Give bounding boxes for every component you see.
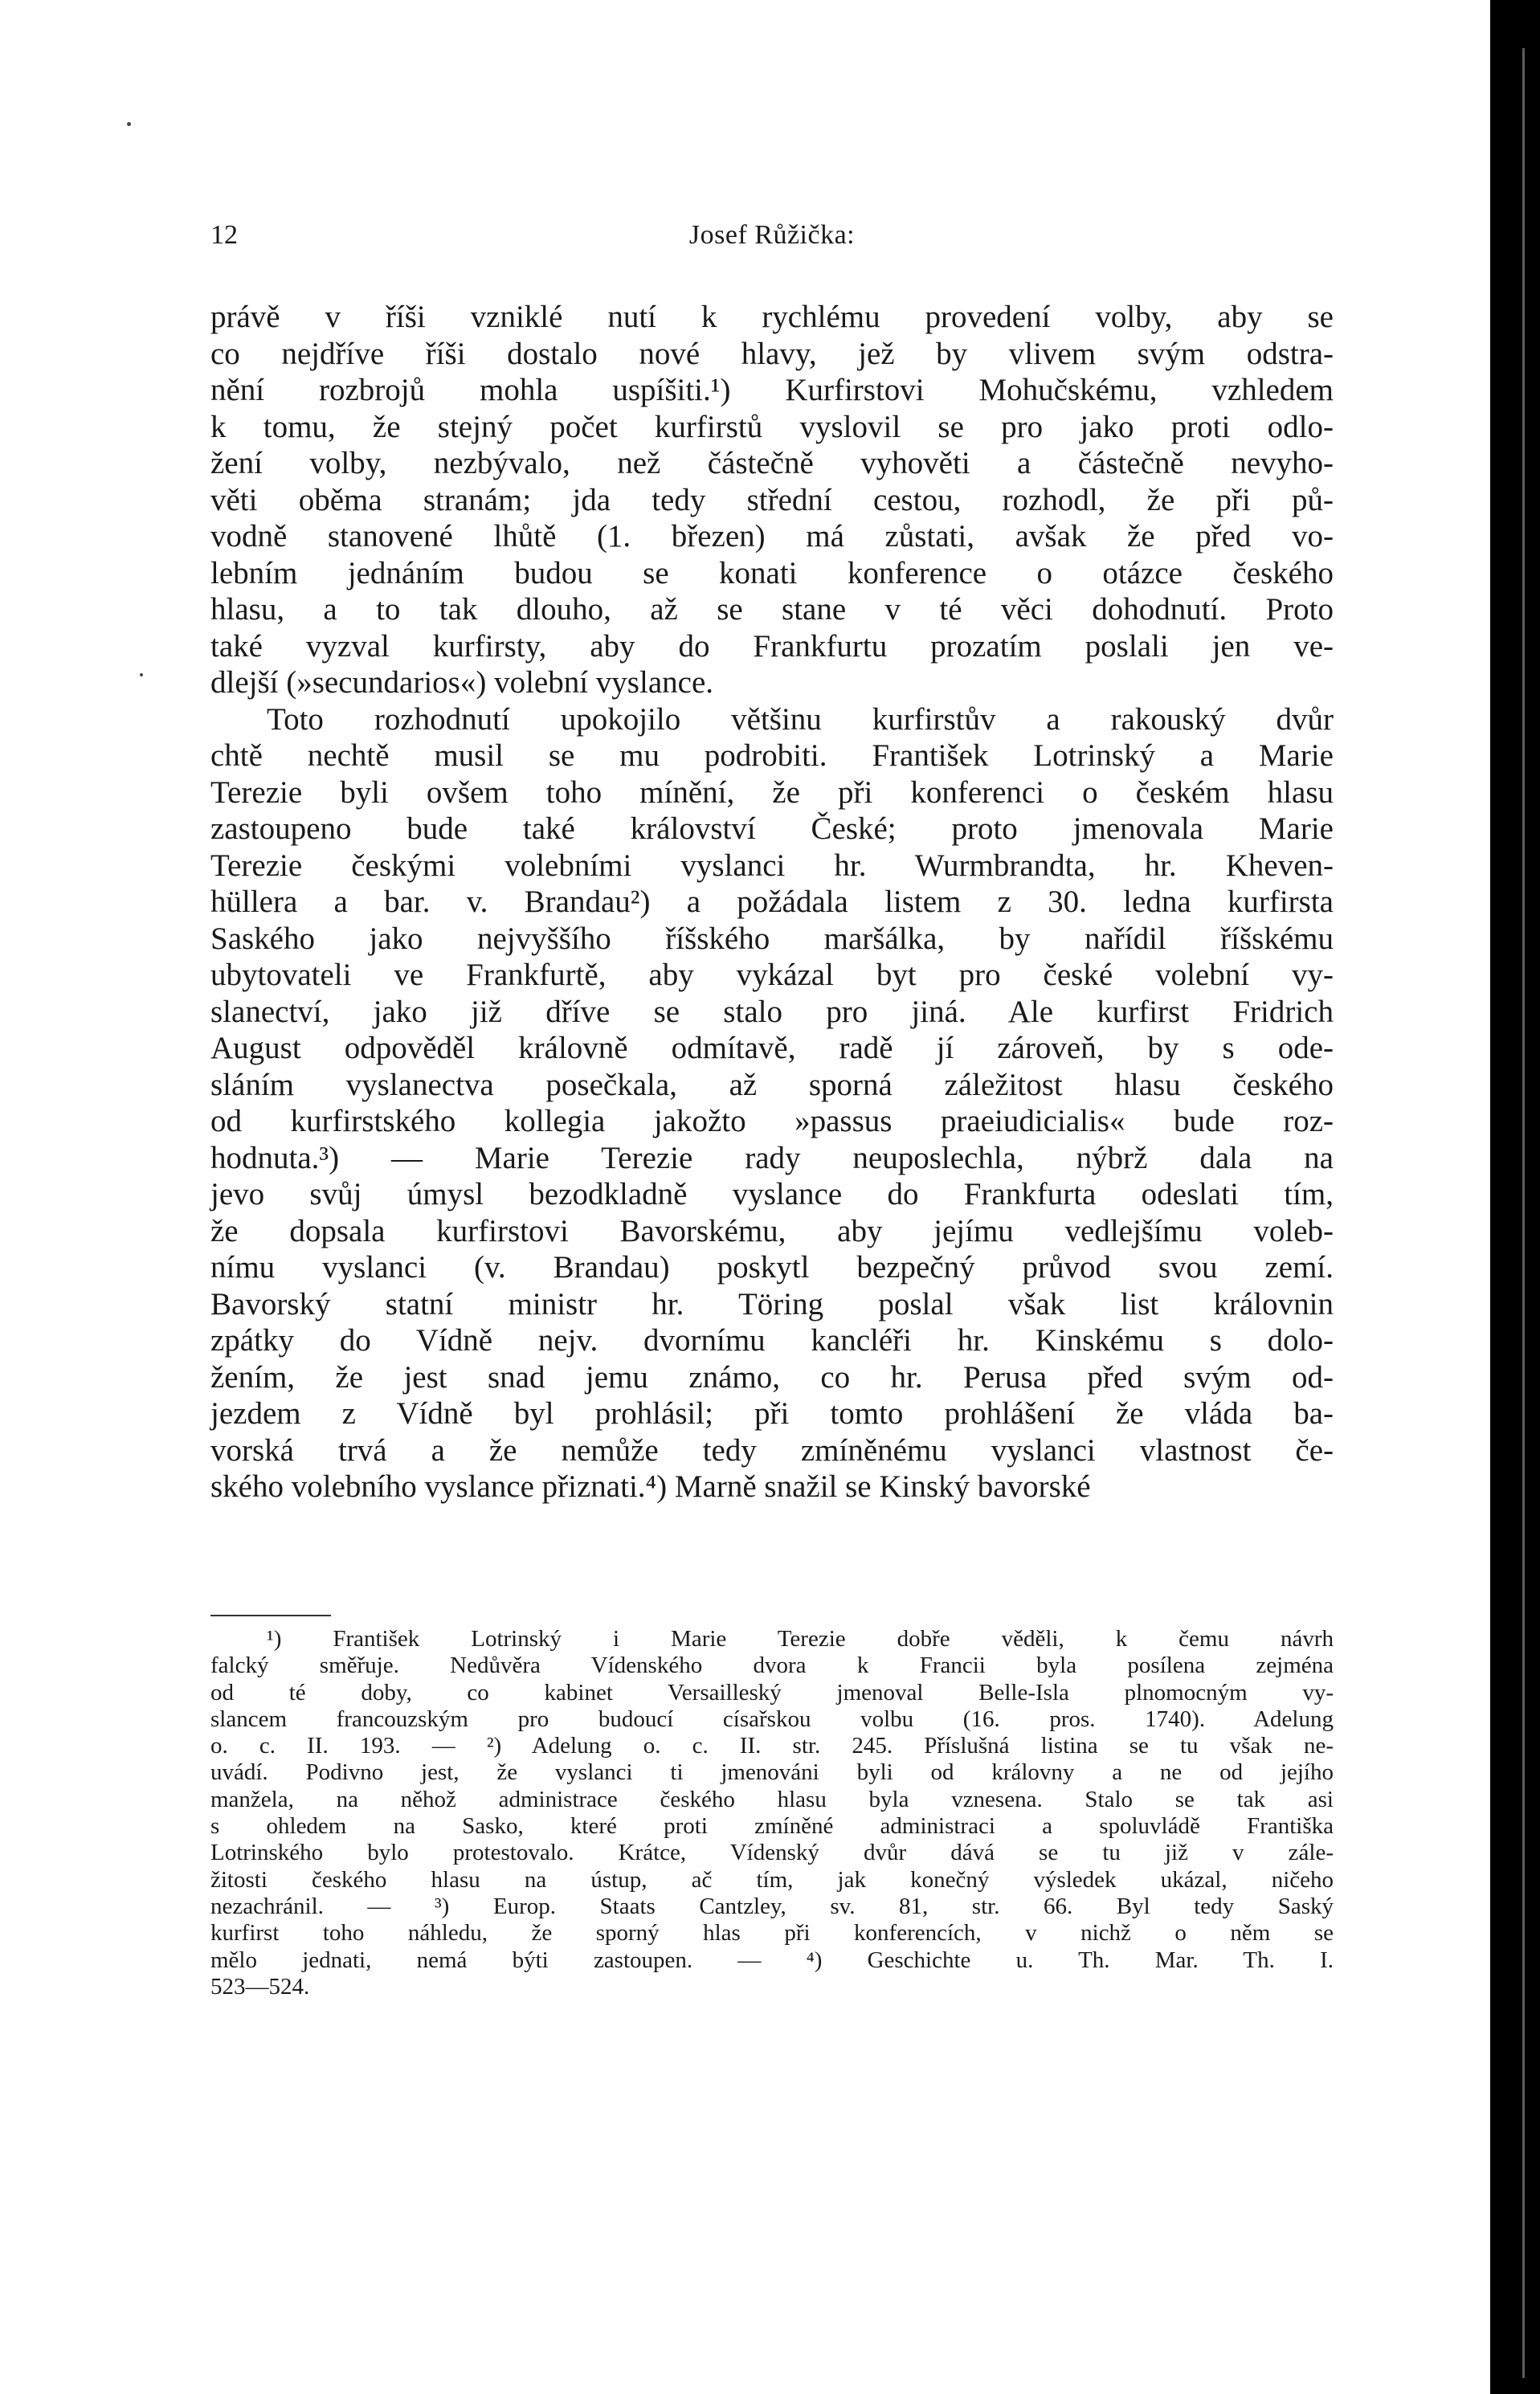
body-line: hüllera a bar. v. Brandau²) a požádala listem z 30. ledna kurfirsta	[210, 884, 1334, 919]
body-line: dlejší (»secundarios«) volební vyslance.	[210, 665, 713, 700]
scan-edge-line	[1522, 48, 1525, 2378]
body-line: slanectví, jako již dříve se stalo pro jiná. Ale kurfirst Fridrich	[210, 994, 1334, 1029]
body-line: lebním jednáním budou se konati konference o otázce českého	[210, 555, 1334, 590]
body-line: také vyzval kurfirsty, aby do Frankfurtu prozatím poslali jen ve-	[210, 628, 1334, 664]
footnote-line: ¹) František Lotrinský i Marie Terezie dobře věděli, k čemu návrh	[267, 1626, 1334, 1652]
footnote-line: žitosti českého hlasu na ústup, ač tím, jak konečný výsledek ukázal, ničeho	[210, 1866, 1334, 1893]
body-line: zastoupeno bude také království České; proto jmenovala Marie	[210, 811, 1334, 846]
footnote-line: kurfirst toho náhledu, že sporný hlas při konferencích, v nichž o něm se	[210, 1920, 1334, 1947]
body-line: právě v říši vzniklé nutí k rychlému provedení volby, aby se	[210, 300, 1334, 334]
body-line: co nejdříve říši dostalo nové hlavy, jež by vlivem svým odstra-	[210, 336, 1334, 371]
body-line: Toto rozhodnutí upokojilo většinu kurfirstův a rakouský dvůr	[267, 701, 1334, 737]
page-number: 12	[210, 220, 238, 250]
footnote-line: 523—524.	[210, 1973, 310, 2000]
body-line: Saského jako nejvyššího říšského maršálka, by nařídil říšskému	[210, 921, 1334, 956]
body-line: Terezie českými volebními vyslanci hr. Wurmbrandta, hr. Kheven-	[210, 848, 1334, 883]
body-line: hodnuta.³) — Marie Terezie rady neuposlechla, nýbrž dala na	[210, 1140, 1334, 1175]
footnote-divider	[210, 1615, 331, 1616]
body-line: jevo svůj úmysl bezodkladně vyslance do Frankfurta odeslati tím,	[210, 1177, 1334, 1211]
body-line: že dopsala kurfirstovi Bavorskému, aby jejímu vedlejšímu voleb-	[210, 1213, 1334, 1248]
body-line: Terezie byli ovšem toho mínění, že při konferenci o českém hlasu	[210, 774, 1334, 810]
body-line: vodně stanovené lhůtě (1. březen) má zůstati, avšak že před vo-	[210, 519, 1334, 554]
body-line: ského volebního vyslance přiznati.⁴) Marně snažil se Kinský bavorské	[210, 1469, 1091, 1504]
body-line: jezdem z Vídně byl prohlásil; při tomto prohlášení že vláda ba-	[210, 1396, 1334, 1431]
dust-speck	[140, 673, 143, 676]
body-line: věti oběma stranám; jda tedy střední cestou, rozhodl, že při pů-	[210, 482, 1334, 517]
body-line: žení volby, nezbývalo, než částečně vyhověti a částečně nevyho-	[210, 446, 1334, 480]
body-line: August odpověděl královně odmítavě, radě jí zároveň, by s ode-	[210, 1031, 1334, 1065]
footnote-line: falcký směřuje. Nedůvěra Vídenského dvora k Francii byla posílena zejména	[210, 1653, 1334, 1679]
body-line: chtě nechtě musil se mu podrobiti. František Lotrinský a Marie	[210, 738, 1334, 773]
body-text	[210, 299, 1334, 1505]
footnote-line: Lotrinského bylo protestovalo. Krátce, Vídenský dvůr dává se tu již v zále-	[210, 1840, 1334, 1866]
footnote-line: nezachránil. — ³) Europ. Staats Cantzley, sv. 81, str. 66. Byl tedy Saský	[210, 1893, 1334, 1919]
footnote-line: manžela, na něhož administrace českého hlasu byla vznesena. Stalo se tak asi	[210, 1786, 1334, 1812]
footnote-line: od té doby, co kabinet Versailleský jmenoval Belle-Isla plnomocným vy-	[210, 1679, 1334, 1706]
body-line: nění rozbrojů mohla uspíšiti.¹) Kurfirstovi Mohučskému, vzhledem	[210, 373, 1334, 407]
body-line: zpátky do Vídně nejv. dvornímu kancléři hr. Kinskému s dolo-	[210, 1323, 1334, 1358]
body-line: žením, že jest snad jemu známo, co hr. Perusa před svým od-	[210, 1359, 1334, 1395]
running-title: Josef Růžička:	[688, 220, 856, 250]
footnote-line: uvádí. Podivno jest, že vyslanci ti jmenováni byli od královny a ne od jejího	[210, 1759, 1334, 1786]
body-line: nímu vyslanci (v. Brandau) poskytl bezpečný průvod svou zemí.	[210, 1250, 1334, 1285]
body-line: k tomu, že stejný počet kurfirstů vyslovil se pro jako proti odlo-	[210, 409, 1334, 444]
body-line: hlasu, a to tak dlouho, až se stane v té věci dohodnutí. Proto	[210, 592, 1334, 627]
body-line: sláním vyslanectva posečkala, až sporná záležitost hlasu českého	[210, 1067, 1334, 1102]
scan-border	[1490, 0, 1540, 2394]
body-line: vorská trvá a že nemůže tedy zmíněnému vyslanci vlastnost če-	[210, 1432, 1334, 1468]
footnotes	[210, 1626, 1334, 2000]
footnote-line: s ohledem na Sasko, které proti zmíněné administraci a spoluvládě Františka	[210, 1813, 1334, 1840]
body-line: ubytovateli ve Frankfurtě, aby vykázal byt pro české volební vy-	[210, 958, 1334, 992]
footnote-line: mělo jednati, nemá býti zastoupen. — ⁴) Geschichte u. Th. Mar. Th. I.	[210, 1947, 1334, 1973]
footnote-line: slancem francouzským pro budoucí císařskou volbu (16. pros. 1740). Adelung	[210, 1706, 1334, 1732]
dust-speck	[127, 122, 131, 126]
footnote-line: o. c. II. 193. — ²) Adelung o. c. II. str. 245. Příslušná listina se tu však ne-	[210, 1733, 1334, 1759]
running-header	[210, 220, 1334, 268]
body-line: Bavorský statní ministr hr. Töring poslal však list královnin	[210, 1286, 1334, 1322]
body-line: od kurfirstského kollegia jakožto »passus praeiudicialis« bude roz-	[210, 1104, 1334, 1138]
